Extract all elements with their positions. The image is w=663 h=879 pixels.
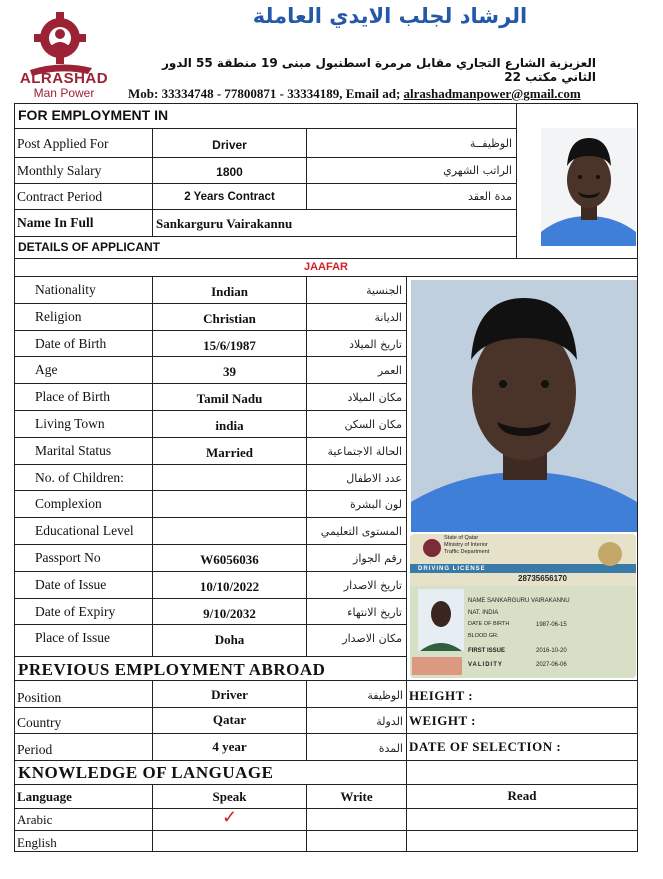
- applicant-value: Christian: [203, 311, 256, 326]
- applicant-label-ar: الجنسية: [366, 284, 402, 297]
- applicant-label-ar: تاريخ الميلاد: [349, 338, 402, 351]
- height-label: HEIGHT :: [409, 688, 474, 703]
- applicant-label-ar: المستوى التعليمي: [320, 525, 402, 538]
- applicant-label-ar: الحالة الاجتماعية: [327, 445, 402, 458]
- license-issue-date: 2016-10-20: [536, 648, 567, 654]
- license-ministry: Ministry of Interior: [444, 542, 488, 548]
- applicant-value: 9/10/2032: [203, 606, 256, 621]
- applicant-label-ar: العمر: [377, 364, 402, 377]
- lang-header-language: Language: [17, 789, 72, 804]
- post-label: Post Applied For: [17, 136, 109, 151]
- applicant-label-ar: تاريخ الانتهاء: [347, 606, 402, 619]
- logo-name: ALRASHAD: [19, 70, 109, 87]
- row-divider: [14, 517, 406, 518]
- applicant-value: india: [215, 418, 244, 433]
- applicant-label-ar: مكان الاصدار: [342, 632, 402, 645]
- license-blood-label: BLOOD GR.: [468, 633, 499, 639]
- lang-english-label: English: [17, 835, 57, 850]
- company-title-arabic: الرشاد لجلب الايدي العاملة: [252, 4, 528, 28]
- applicant-value: Married: [206, 445, 253, 460]
- row-divider: [14, 356, 406, 357]
- applicant-label: Passport No: [35, 550, 101, 565]
- contract-label-ar: مدة العقد: [468, 190, 512, 203]
- license-nationality: NAT. INDIA: [468, 610, 499, 616]
- contact-phones: Mob: 33334748 - 77800871 - 33334189, Email ad;: [128, 86, 404, 101]
- license-dob-label: DATE OF BIRTH: [468, 621, 510, 627]
- applicant-large-photo: [411, 280, 637, 532]
- row-divider: [14, 437, 406, 438]
- license-validity-date: 2027-06-06: [536, 662, 567, 668]
- salary-label-ar: الراتب الشهري: [443, 164, 512, 177]
- applicant-value: 15/6/1987: [203, 338, 256, 353]
- row-divider: [14, 383, 406, 384]
- applicant-label: Place of Birth: [35, 389, 110, 404]
- applicant-label-ar: الديانة: [374, 311, 402, 324]
- contract-value: 2 Years Contract: [184, 191, 275, 203]
- applicant-passport-photo: [541, 128, 636, 246]
- salary-label: Monthly Salary: [17, 163, 102, 178]
- prev-country-label-ar: الدولة: [376, 715, 403, 728]
- lang-header-write: Write: [340, 789, 373, 804]
- applicant-value: Indian: [211, 284, 248, 299]
- post-label-ar: الوظيفــة: [469, 137, 512, 150]
- applicant-value: Tamil Nadu: [196, 391, 263, 406]
- previous-section-title: PREVIOUS EMPLOYMENT ABROAD: [18, 660, 326, 679]
- salary-value: 1800: [216, 165, 243, 179]
- applicant-label: Complexion: [35, 496, 102, 511]
- applicant-label-ar: تاريخ الاصدار: [343, 579, 402, 592]
- border-bottom: [14, 851, 638, 852]
- prev-period-label-ar: المدة: [378, 742, 403, 755]
- name-label: Name In Full: [17, 215, 94, 230]
- language-section-title: KNOWLEDGE OF LANGUAGE: [18, 763, 274, 782]
- prev-period-value: 4 year: [212, 739, 247, 754]
- row-divider: [14, 544, 406, 545]
- row-divider: [14, 598, 406, 599]
- applicant-label: Date of Birth: [35, 336, 107, 351]
- prev-period-label: Period: [17, 742, 53, 757]
- applicant-label-ar: رقم الجواز: [353, 552, 402, 565]
- lang-header-speak: Speak: [212, 789, 247, 804]
- applicant-value: 39: [223, 364, 236, 379]
- applicant-value: 10/10/2022: [199, 579, 260, 594]
- applicant-value: W6056036: [200, 552, 259, 567]
- license-dob: 1987-06-15: [536, 622, 567, 628]
- license-number: 28735656170: [518, 574, 567, 583]
- agent-name: JAAFAR: [303, 261, 348, 273]
- applicant-label-ar: مكان السكن: [344, 418, 402, 431]
- border-top: [14, 103, 638, 104]
- lang-arabic-speak-check: ✓: [221, 807, 238, 827]
- post-value: Driver: [212, 138, 247, 152]
- border-right: [637, 103, 638, 852]
- prev-position-label-ar: الوظيفة: [367, 689, 403, 702]
- name-value: Sankarguru Vairakannu: [156, 216, 293, 231]
- lang-arabic-label: Arabic: [17, 812, 53, 827]
- row-divider: [14, 303, 406, 304]
- applicant-label: Marital Status: [35, 443, 112, 458]
- applicant-label: Date of Issue: [35, 577, 107, 592]
- applicant-section-title: DETAILS OF APPLICANT: [18, 240, 160, 254]
- row-divider: [14, 410, 406, 411]
- logo-subtitle: Man Power: [33, 86, 95, 100]
- applicant-label: Date of Expiry: [35, 604, 116, 619]
- license-validity-label: VALIDITY: [468, 662, 503, 668]
- prev-position-label: Position: [17, 690, 62, 705]
- employment-section-title: FOR EMPLOYMENT IN: [18, 107, 169, 123]
- applicant-label-ar: لون البشرة: [350, 498, 402, 511]
- applicant-label-ar: عدد الاطفال: [346, 472, 402, 485]
- row-divider: [14, 330, 406, 331]
- company-address-arabic: العزيزية الشارع التجاري مقابل مرمرة اسطنبول مبنى 19 منطقة 55 الدور الثاني مكتب 22: [161, 56, 596, 84]
- prev-country-label: Country: [17, 715, 62, 730]
- license-issue-label: FIRST ISSUE: [468, 648, 506, 654]
- applicant-label: Religion: [35, 309, 82, 324]
- lang-header-read: Read: [507, 788, 537, 803]
- row-divider: [14, 490, 406, 491]
- border-left: [14, 103, 15, 852]
- license-state: State of Qatar: [444, 535, 479, 541]
- applicant-label: Place of Issue: [35, 630, 110, 645]
- prev-position-value: Driver: [211, 687, 248, 702]
- license-title: DRIVING LICENSE: [418, 566, 486, 572]
- license-dept: Traffic Department: [444, 549, 490, 555]
- driving-license-card: [410, 534, 636, 678]
- driving-license-background: [410, 534, 636, 678]
- applicant-value: Doha: [214, 632, 245, 647]
- applicant-label: Living Town: [35, 416, 105, 431]
- applicant-label: Nationality: [35, 282, 96, 297]
- applicant-label: No. of Children:: [35, 470, 124, 485]
- contact-line: [128, 86, 640, 102]
- row-divider: [14, 624, 406, 625]
- prev-country-value: Qatar: [212, 712, 247, 727]
- contact-email[interactable]: alrashadmanpower@gmail.com: [403, 86, 581, 101]
- applicant-label: Educational Level: [35, 523, 134, 538]
- row-divider: [14, 571, 406, 572]
- license-name: NAME SANKARGURU VAIRAKANNU: [468, 598, 570, 604]
- applicant-label: Age: [35, 362, 58, 377]
- row-divider: [14, 464, 406, 465]
- weight-label: WEIGHT :: [409, 713, 476, 728]
- contract-label: Contract Period: [17, 189, 103, 204]
- applicant-label-ar: مكان الميلاد: [347, 391, 402, 404]
- date-of-selection-label: DATE OF SELECTION :: [409, 739, 562, 754]
